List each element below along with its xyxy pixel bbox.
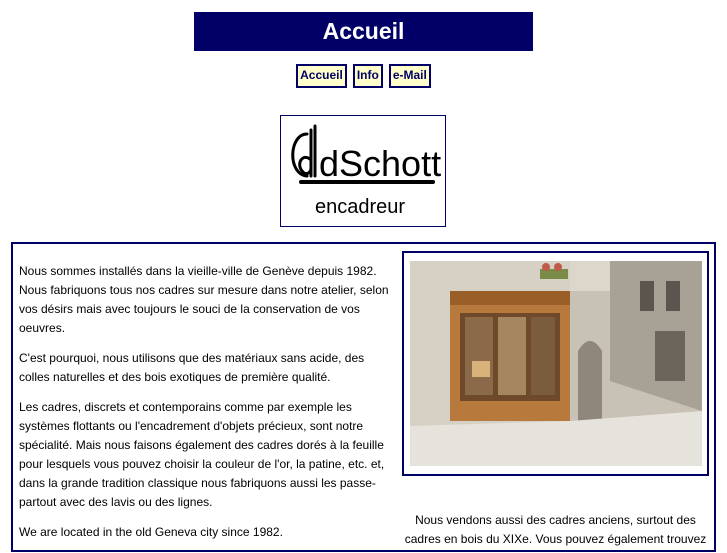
paragraph-specialty: Les cadres, discrets et contemporains comme par exemple les systèmes flottants ou l'encadrement d'objets précieux, sont notre spécialité. Mais nous faisons également des cadres dorés à la feuille pour lesquels vous pouvez choisir la couleur de l'or, la patine, etc. et, dans la grande tradition classique nous fabriquons aussi les passe-partout avec des lavis ou des lignes.	[19, 400, 385, 509]
paragraph-intro: Nous sommes installés dans la vieille-ville de Genève depuis 1982. Nous fabriquons tous nos cadres sur mesure dans notre atelier, selon vos désirs mais avec toujours le souci de la conservation de vos oeuvres.	[19, 264, 389, 335]
paragraph-materials: C'est pourquoi, nous utilisons que des matériaux sans acide, des colles naturelles et des bois exotiques de première qualité.	[19, 351, 365, 384]
shop-photo	[402, 251, 709, 476]
nav-accueil-button[interactable]: Accueil	[296, 64, 347, 88]
schott-logo	[280, 115, 446, 227]
shopfront-image	[410, 261, 702, 466]
logo-brand: dSchott	[319, 143, 442, 184]
main-text	[19, 262, 389, 553]
nav-info-button[interactable]: Info	[353, 64, 383, 88]
logo-image	[281, 116, 445, 226]
paragraph-english: We are located in the old Geneva city since 1982.	[19, 525, 283, 539]
nav-bar	[0, 64, 727, 88]
nav-email-button[interactable]: e-Mail	[389, 64, 431, 88]
side-text: Nous vendons aussi des cadres anciens, surtout des cadres en bois du XIXe. Vous pouvez également trouvez	[404, 513, 707, 546]
logo-tagline: encadreur	[315, 196, 406, 218]
page-title: Accueil	[194, 12, 533, 51]
